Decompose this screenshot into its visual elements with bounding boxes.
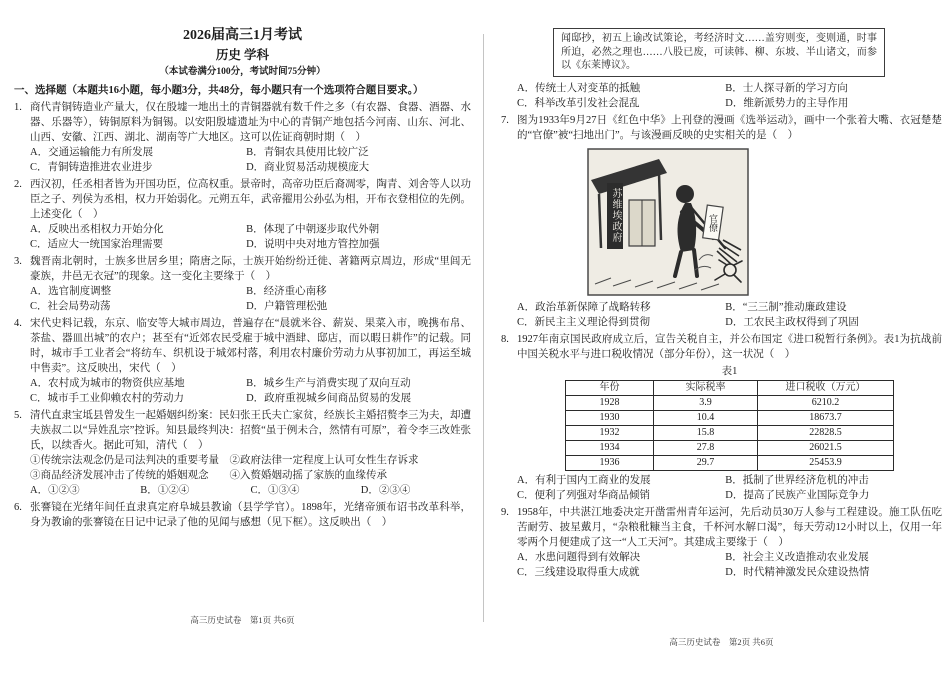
question-6-body	[30, 500, 471, 530]
question-7	[501, 113, 942, 330]
question-5-choices-row	[30, 483, 471, 498]
cell-rate: 10.4	[654, 410, 758, 425]
cell-revenue: 18673.7	[758, 410, 894, 425]
cell-revenue: 26021.5	[758, 440, 894, 455]
question-9	[501, 505, 942, 580]
question-9-options-row-1	[517, 550, 942, 565]
question-7-options-row-1	[517, 300, 942, 315]
question-8-option-d: D．提高了民族产业国际竞争力	[725, 489, 870, 501]
question-6-option-a: A．传统士人对变革的抵触	[517, 82, 641, 94]
cell-year: 1928	[566, 395, 654, 410]
exam-title: 2026届高三1月考试	[183, 28, 302, 43]
cell-revenue: 6210.2	[758, 395, 894, 410]
question-9-options-row-2	[517, 565, 942, 580]
question-9-body	[517, 505, 942, 580]
tariff-col-year: 年份	[566, 380, 654, 395]
question-5-number: 5.	[14, 410, 22, 421]
question-3-option-a: A．选官制度调整	[30, 286, 112, 297]
question-3-option-c: C．社会局势动荡	[30, 301, 111, 312]
question-2-body	[30, 177, 471, 252]
question-9-option-c: C．三线建设取得重大成就	[517, 566, 640, 578]
question-2-options-row-2	[30, 237, 471, 252]
question-6-option-b: B．士人探寻新的学习方向	[725, 82, 848, 94]
cell-revenue: 25453.9	[758, 455, 894, 470]
question-6-stem: 张謇镜在光绪年间任直隶真定府阜城县教谕（县学学官）。1898年，光绪帝颁布诏书改革科举，身为教谕的张謇镜在日记中记录了他的见闻与感想（见下框）。这反映出（ ）	[30, 502, 471, 528]
question-2-option-a: A．反映出丞相权力开始分化	[30, 224, 164, 235]
page-1	[14, 26, 471, 626]
tariff-table-row	[566, 455, 894, 470]
question-1-option-c: C．青铜铸造推进农业进步	[30, 162, 153, 173]
question-4-number: 4.	[14, 318, 22, 329]
cell-rate: 27.8	[654, 440, 758, 455]
question-8-option-c: C．便利了列强对华商品倾销	[517, 489, 651, 501]
propaganda-cartoon-illustration	[587, 148, 749, 296]
question-1-body	[30, 100, 471, 175]
cell-revenue: 22828.5	[758, 425, 894, 440]
question-4-options-row-1	[30, 376, 471, 391]
question-3-options-row-1	[30, 284, 471, 299]
exam-subject: 历史 学科	[215, 48, 270, 62]
exam-note: （本试卷满分100分，考试时间75分钟）	[159, 67, 326, 77]
question-2-number: 2.	[14, 179, 22, 190]
question-2-option-b: B．体现了中朝逐步取代外朝	[246, 224, 380, 235]
question-7-option-d: D．工农民主政权得到了巩固	[725, 316, 859, 328]
question-5-body	[30, 408, 471, 498]
question-4-body	[30, 316, 471, 406]
question-4-options-row-2	[30, 391, 471, 406]
question-6-number: 6.	[14, 502, 22, 513]
tariff-table-row	[566, 410, 894, 425]
question-6-options	[517, 81, 942, 111]
question-8-option-b: B．抵制了世界经济危机的冲击	[725, 474, 869, 486]
question-5-choice-a: A．①②③	[30, 485, 80, 496]
question-6-options-row-1	[517, 81, 942, 96]
question-3-body	[30, 254, 471, 314]
cell-rate: 29.7	[654, 455, 758, 470]
tariff-col-rate: 实际税率	[654, 380, 758, 395]
question-4-option-a: A．农村成为城市的物资供应基地	[30, 378, 185, 389]
question-8-option-a: A．有利于国内工商业的发展	[517, 474, 651, 486]
question-8-options-row-2	[517, 488, 942, 503]
question-1	[14, 100, 471, 175]
question-4-option-b: B．城乡生产与消费实现了双向互动	[246, 378, 411, 389]
question-7-option-a: A．政治革新保障了战略转移	[517, 301, 651, 313]
question-7-option-c: C．新民主主义理论得到贯彻	[517, 316, 651, 328]
question-4-option-d: D．政府重视城乡间商品贸易的发展	[246, 393, 412, 404]
diary-quote-box: 闻邸抄，初五上谕改试策论，考经济时文……盖穷则变，变则通，时事所迫，必然之理也……八股已废，可读韩、柳、东坡、半山诸文，而参以《东莱博议》。	[553, 28, 885, 77]
question-8-body	[517, 332, 942, 503]
cell-year: 1932	[566, 425, 654, 440]
question-8-number: 8.	[501, 333, 509, 345]
question-3-options-row-2	[30, 299, 471, 314]
question-9-option-d: D．时代精神激发民众建设热情	[725, 566, 870, 578]
table-1-caption: 表1	[721, 365, 738, 377]
question-6-options-row-2	[517, 96, 942, 111]
question-1-number: 1.	[14, 102, 22, 113]
question-1-options-row-1	[30, 145, 471, 160]
question-2-option-d: D．说明中央对地方管控加强	[246, 239, 380, 250]
cartoon-sign-label: 官僚	[708, 213, 718, 232]
question-8-options-row-1	[517, 473, 942, 488]
question-9-stem: 1958年，中共湛江地委决定开凿雷州青年运河，先后动员30万人参与工程建设。施工队伍吃苦耐劳、披星戴月，“杂粮秕糠当主食，千杯河水解口渴”，每天劳动12小时以上，仅用一年零两个月便建成了这一“人工天河”。其建成主要缘于（ ）	[517, 506, 942, 548]
tariff-table-row	[566, 425, 894, 440]
question-2-option-c: C．适应大一统国家治理需要	[30, 239, 164, 250]
page-1-footer: 高三历史试卷 第1页 共6页	[190, 615, 295, 625]
question-7-body	[517, 113, 942, 330]
question-1-option-d: D．商业贸易活动规模庞大	[246, 162, 370, 173]
cell-year: 1936	[566, 455, 654, 470]
question-1-option-b: B．青铜农具使用比较广泛	[246, 147, 369, 158]
question-5-choice-d: D．②③④	[360, 485, 411, 496]
question-7-option-b: B．“三三制”推动廉政建设	[725, 301, 847, 313]
question-5-choice-c: C．①③④	[250, 485, 300, 496]
cell-rate: 3.9	[654, 395, 758, 410]
tariff-col-revenue: 进口税收（万元）	[758, 380, 894, 395]
question-6-option-c: C．科举改革引发社会混乱	[517, 97, 640, 109]
cartoon-banner-label: 苏维埃政府	[610, 188, 621, 243]
question-9-option-a: A．水患问题得到有效解决	[517, 551, 641, 563]
cell-rate: 15.8	[654, 425, 758, 440]
question-3	[14, 254, 471, 314]
question-1-stem: 商代青铜铸造业产量大，仅在殷墟一地出土的青铜器就有数千件之多（有农器、食器、酒器、水器、乐器等），铸铜原料为铜锡。以安阳殷墟遗址为中心的青铜产地包括今河南、山东、河北、山西、安徽、江西、湖北、湖南等广大地区。这可以佐证商朝时期（ ）	[30, 102, 471, 143]
section-heading: 一、选择题（本题共16小题，每小题3分，共48分，每小题只有一个选项符合题目要求。）	[14, 85, 424, 96]
question-2-options-row-1	[30, 222, 471, 237]
page-2	[501, 26, 942, 648]
question-7-options-row-2	[517, 315, 942, 330]
question-3-option-b: B．经济重心南移	[246, 286, 327, 297]
cell-year: 1930	[566, 410, 654, 425]
cell-year: 1934	[566, 440, 654, 455]
question-5-statements-1: ①传统宗法观念仍是司法判决的重要考量 ②政府法律一定程度上认可女性生存诉求	[30, 455, 419, 466]
question-2	[14, 177, 471, 252]
question-6-option-d: D．维新派势力的主导作用	[725, 97, 849, 109]
question-4-option-c: C．城市手工业仰赖农村的劳动力	[30, 393, 185, 404]
tariff-table-row	[566, 440, 894, 455]
question-3-option-d: D．户籍管理松弛	[246, 301, 328, 312]
page-divider	[483, 34, 484, 622]
question-2-stem: 西汉初，任丞相者皆为开国功臣，位高权重。景帝时，高帝功臣后裔凋零，陶青、刘舍等人以功臣之子、列侯为丞相，权力开始弱化。元朔五年，武帝擢用公孙弘为相，开布衣登相位的先例。上述变化（ ）	[30, 179, 471, 220]
tariff-table-header-row	[566, 380, 894, 395]
question-6	[14, 500, 471, 530]
question-8	[501, 332, 942, 503]
tariff-table	[565, 380, 894, 471]
tariff-table-row	[566, 395, 894, 410]
question-4	[14, 316, 471, 406]
page-2-footer: 高三历史试卷 第2页 共6页	[669, 637, 774, 647]
question-5	[14, 408, 471, 498]
question-7-stem: 图为1933年9月27日《红色中华》上刊登的漫画《选举运动》，画中一个张着大嘴、衣冠楚楚的“官僚”被“扫地出门”。与该漫画反映的史实相关的是（ ）	[517, 114, 942, 141]
question-9-number: 9.	[501, 506, 509, 518]
question-5-choice-b: B．①②④	[140, 485, 190, 496]
question-9-option-b: B．社会主义改造推动农业发展	[725, 551, 869, 563]
question-8-stem: 1927年南京国民政府成立后，宣告关税自主，并公布国定《进口税暂行条例》。表1为抗战前中国关税水平与进口税收情况（部分年份），这一状况（ ）	[517, 333, 942, 360]
question-5-stem: 清代直隶宝坻县曾发生一起婚姻纠纷案：民妇张王氏夫亡家贫，经族长主婚招赘李三为夫，却遭夫族叔二以“异姓乱宗”控诉。知县最终判决：招赘“虽于例未合，然情有可原”，着令李三改姓张氏，以续香火。据此可知，清代（ ）	[30, 410, 471, 451]
exam-header	[14, 26, 471, 80]
question-1-option-a: A．交通运输能力有所发展	[30, 147, 154, 158]
question-7-number: 7.	[501, 114, 509, 126]
question-5-statements-2: ③商品经济发展冲击了传统的婚姻观念 ④入赘婚姻动摇了家族的血缘传承	[30, 470, 387, 481]
question-3-stem: 魏晋南北朝时，士族多世居乡里；隋唐之际，士族开始纷纷迁徙、著籍两京周边，形成“里闾无豪族，井邑无衣冠”的现象。这一变化主要缘于（ ）	[30, 256, 471, 282]
question-1-options-row-2	[30, 160, 471, 175]
question-4-stem: 宋代史料记载，东京、临安等大城市周边，普遍存在“晨就米谷、薪炭、果菜入市，晚携布帛、茶盐、器皿出城”的农户；甚至有“近郊农民受雇于城中酒肆、邸店，而以暇日耕作”的记载。同时，城市手工业者会“将纺车、织机设于城郊村落，利用农村廉价劳动力从事初加工，再运至城中售卖”。这反映出，宋代（ ）	[30, 318, 471, 374]
question-3-number: 3.	[14, 256, 22, 267]
